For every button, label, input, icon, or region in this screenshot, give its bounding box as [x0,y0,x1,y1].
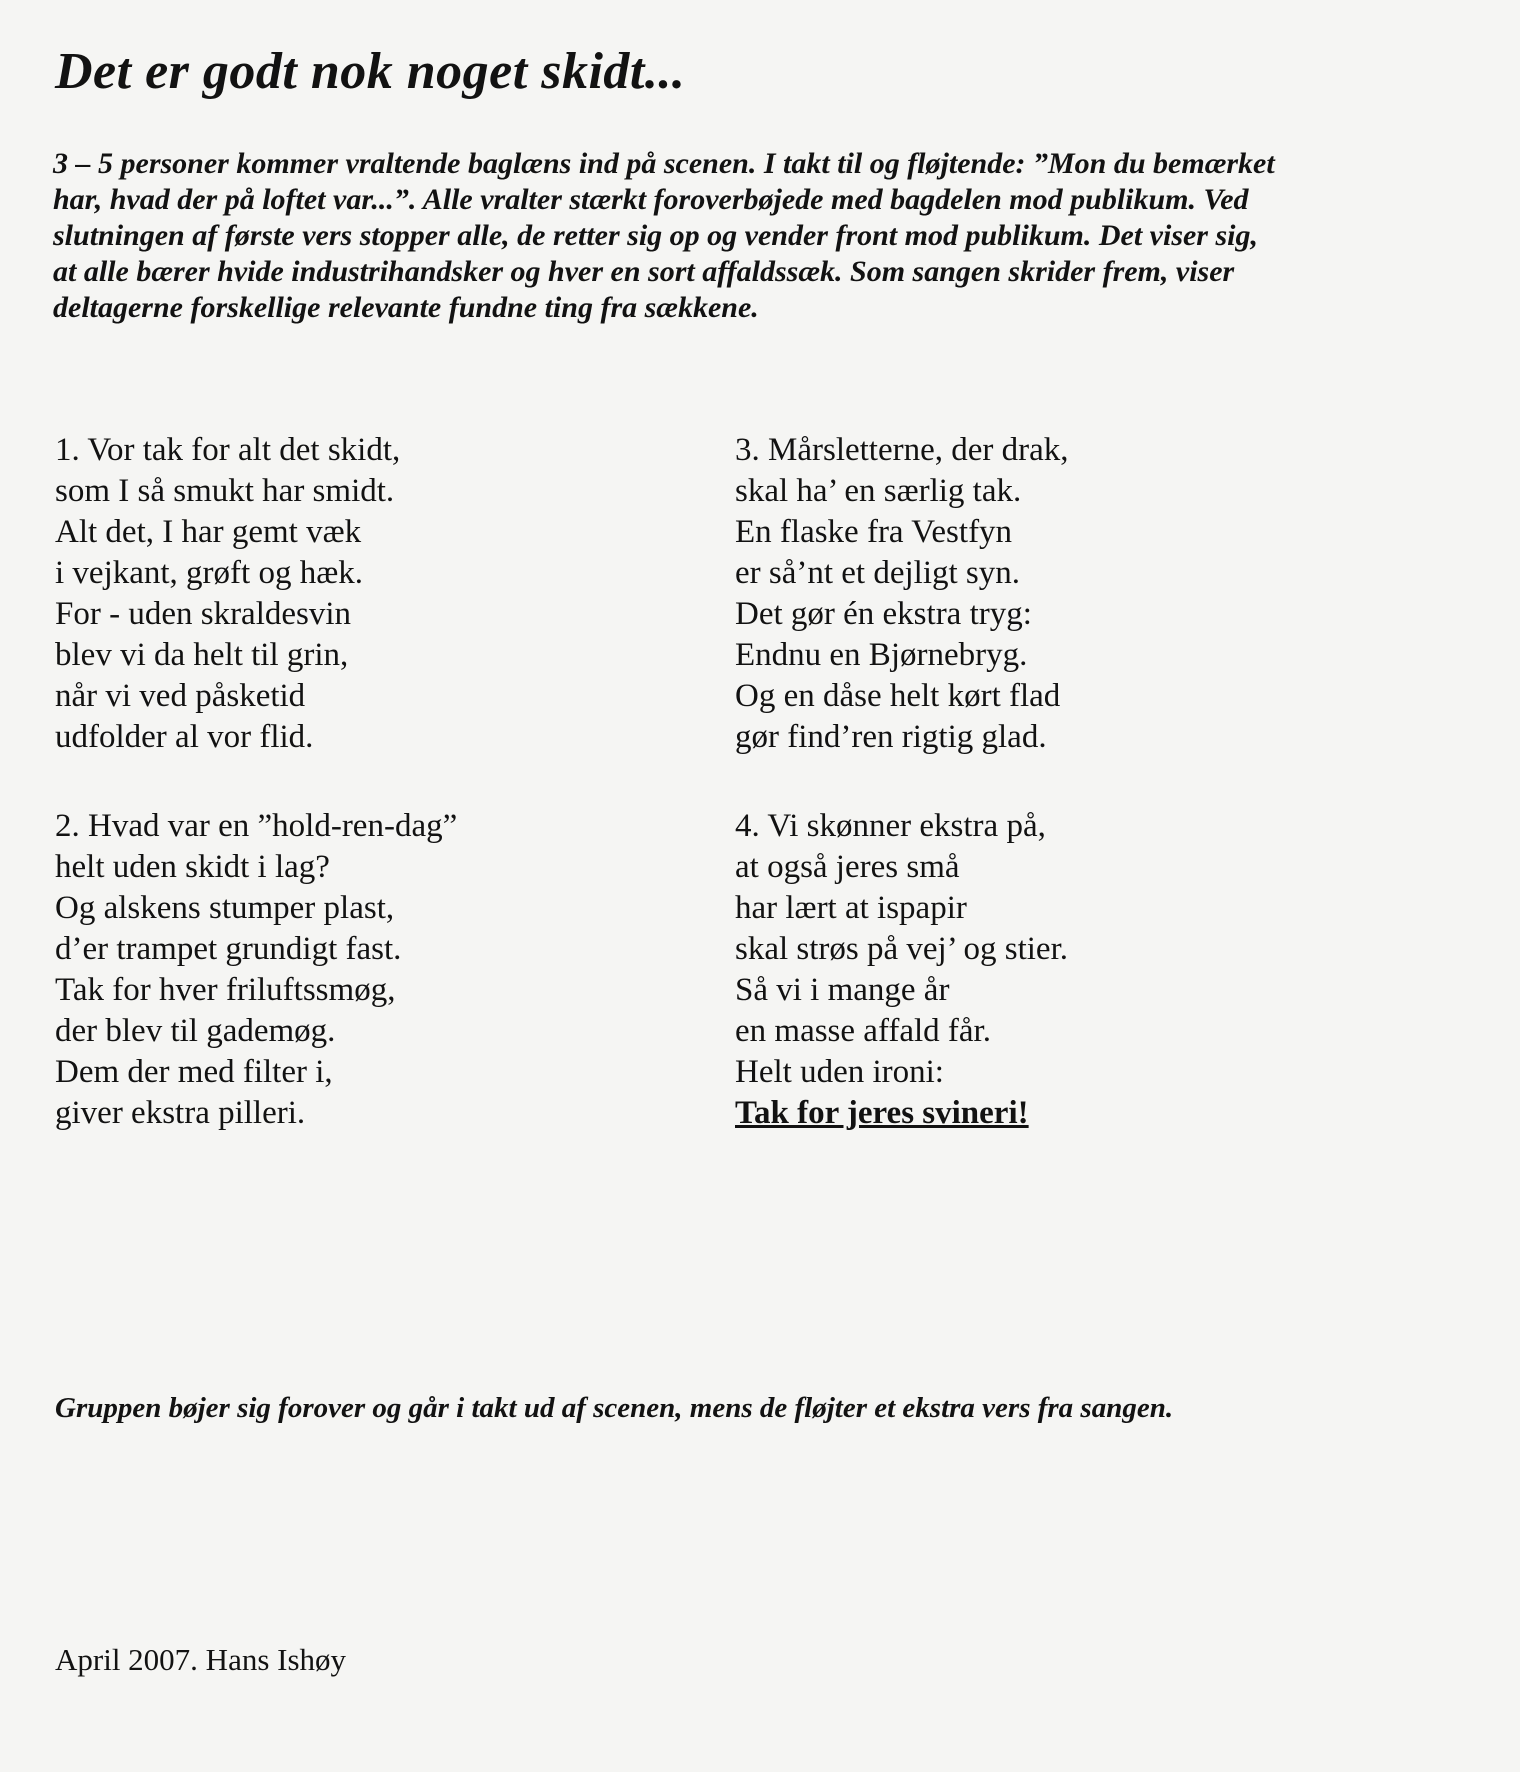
intro-line: har, hvad der på loftet var...”. Alle vralter stærkt foroverbøjede med bagdelen mod publikum. Ved [53,183,1249,216]
verse-final-emphasis-line: Tak for jeres svineri! [735,1095,1029,1131]
verse-column-left [55,430,675,1134]
verse-line: helt uden skidt i lag? [55,849,330,885]
verse-1 [55,430,675,758]
verse-line: skal ha’ en særlig tak. [735,473,1022,509]
verse-line: Og alskens stumper plast, [55,890,395,926]
verse-line: 3. Mårsletterne, der drak, [735,432,1069,468]
intro-line: deltagerne forskellige relevante fundne ting fra sækkene. [53,291,759,324]
verse-2 [55,806,675,1134]
verse-line: Alt det, I har gemt væk [55,514,362,550]
verse-line: er så’nt et dejligt syn. [735,555,1021,591]
verse-column-right [735,430,1375,1134]
footer-credit: April 2007. Hans Ishøy [55,1642,347,1677]
page-title: Det er godt nok noget skidt... [55,43,686,100]
verse-line: som I så smukt har smidt. [55,473,395,509]
verse-line: blev vi da helt til grin, [55,637,349,673]
verse-line: 2. Hvad var en ”hold-ren-dag” [55,808,458,844]
verse-line: d’er trampet grundigt fast. [55,931,402,967]
verse-line: skal strøs på vej’ og stier. [735,931,1068,967]
verse-4 [735,806,1375,1134]
verse-line: Endnu en Bjørnebryg. [735,637,1028,673]
verse-line: Og en dåse helt kørt flad [735,678,1061,714]
stage-direction-intro [53,146,1473,326]
verse-3 [735,430,1375,758]
verse-line: En flaske fra Vestfyn [735,514,1013,550]
verse-line: har lært at ispapir [735,890,967,926]
verse-line: når vi ved påsketid [55,678,306,714]
intro-line: 3 – 5 personer kommer vraltende baglæns ind på scenen. I takt til og fløjtende: ”Mon du bemærket [53,147,1275,180]
verse-line: gør find’ren rigtig glad. [735,719,1047,755]
verse-line: 1. Vor tak for alt det skidt, [55,432,401,468]
verse-line: Så vi i mange år [735,972,950,1008]
verse-line: en masse affald får. [735,1013,991,1049]
verse-line: 4. Vi skønner ekstra på, [735,808,1046,844]
verse-line: Tak for hver friluftssmøg, [55,972,396,1008]
verse-line: giver ekstra pilleri. [55,1095,306,1131]
verse-line: Dem der med filter i, [55,1054,333,1090]
verse-line: der blev til gademøg. [55,1013,336,1049]
verse-line: i vejkant, grøft og hæk. [55,555,363,591]
intro-line: at alle bærer hvide industrihandsker og hver en sort affaldssæk. Som sangen skrider frem, viser [53,255,1235,288]
intro-line: slutningen af første vers stopper alle, de retter sig op og vender front mod publikum. Det viser sig, [53,219,1258,252]
verse-line: For - uden skraldesvin [55,596,352,632]
verse-line: Helt uden ironi: [735,1054,944,1090]
verse-line: at også jeres små [735,849,960,885]
verse-line: udfolder al vor flid. [55,719,314,755]
stage-direction-outro: Gruppen bøjer sig forover og går i takt ud af scenen, mens de fløjter et ekstra vers fra sangen. [55,1392,1174,1424]
verse-line: Det gør én ekstra tryg: [735,596,1032,632]
